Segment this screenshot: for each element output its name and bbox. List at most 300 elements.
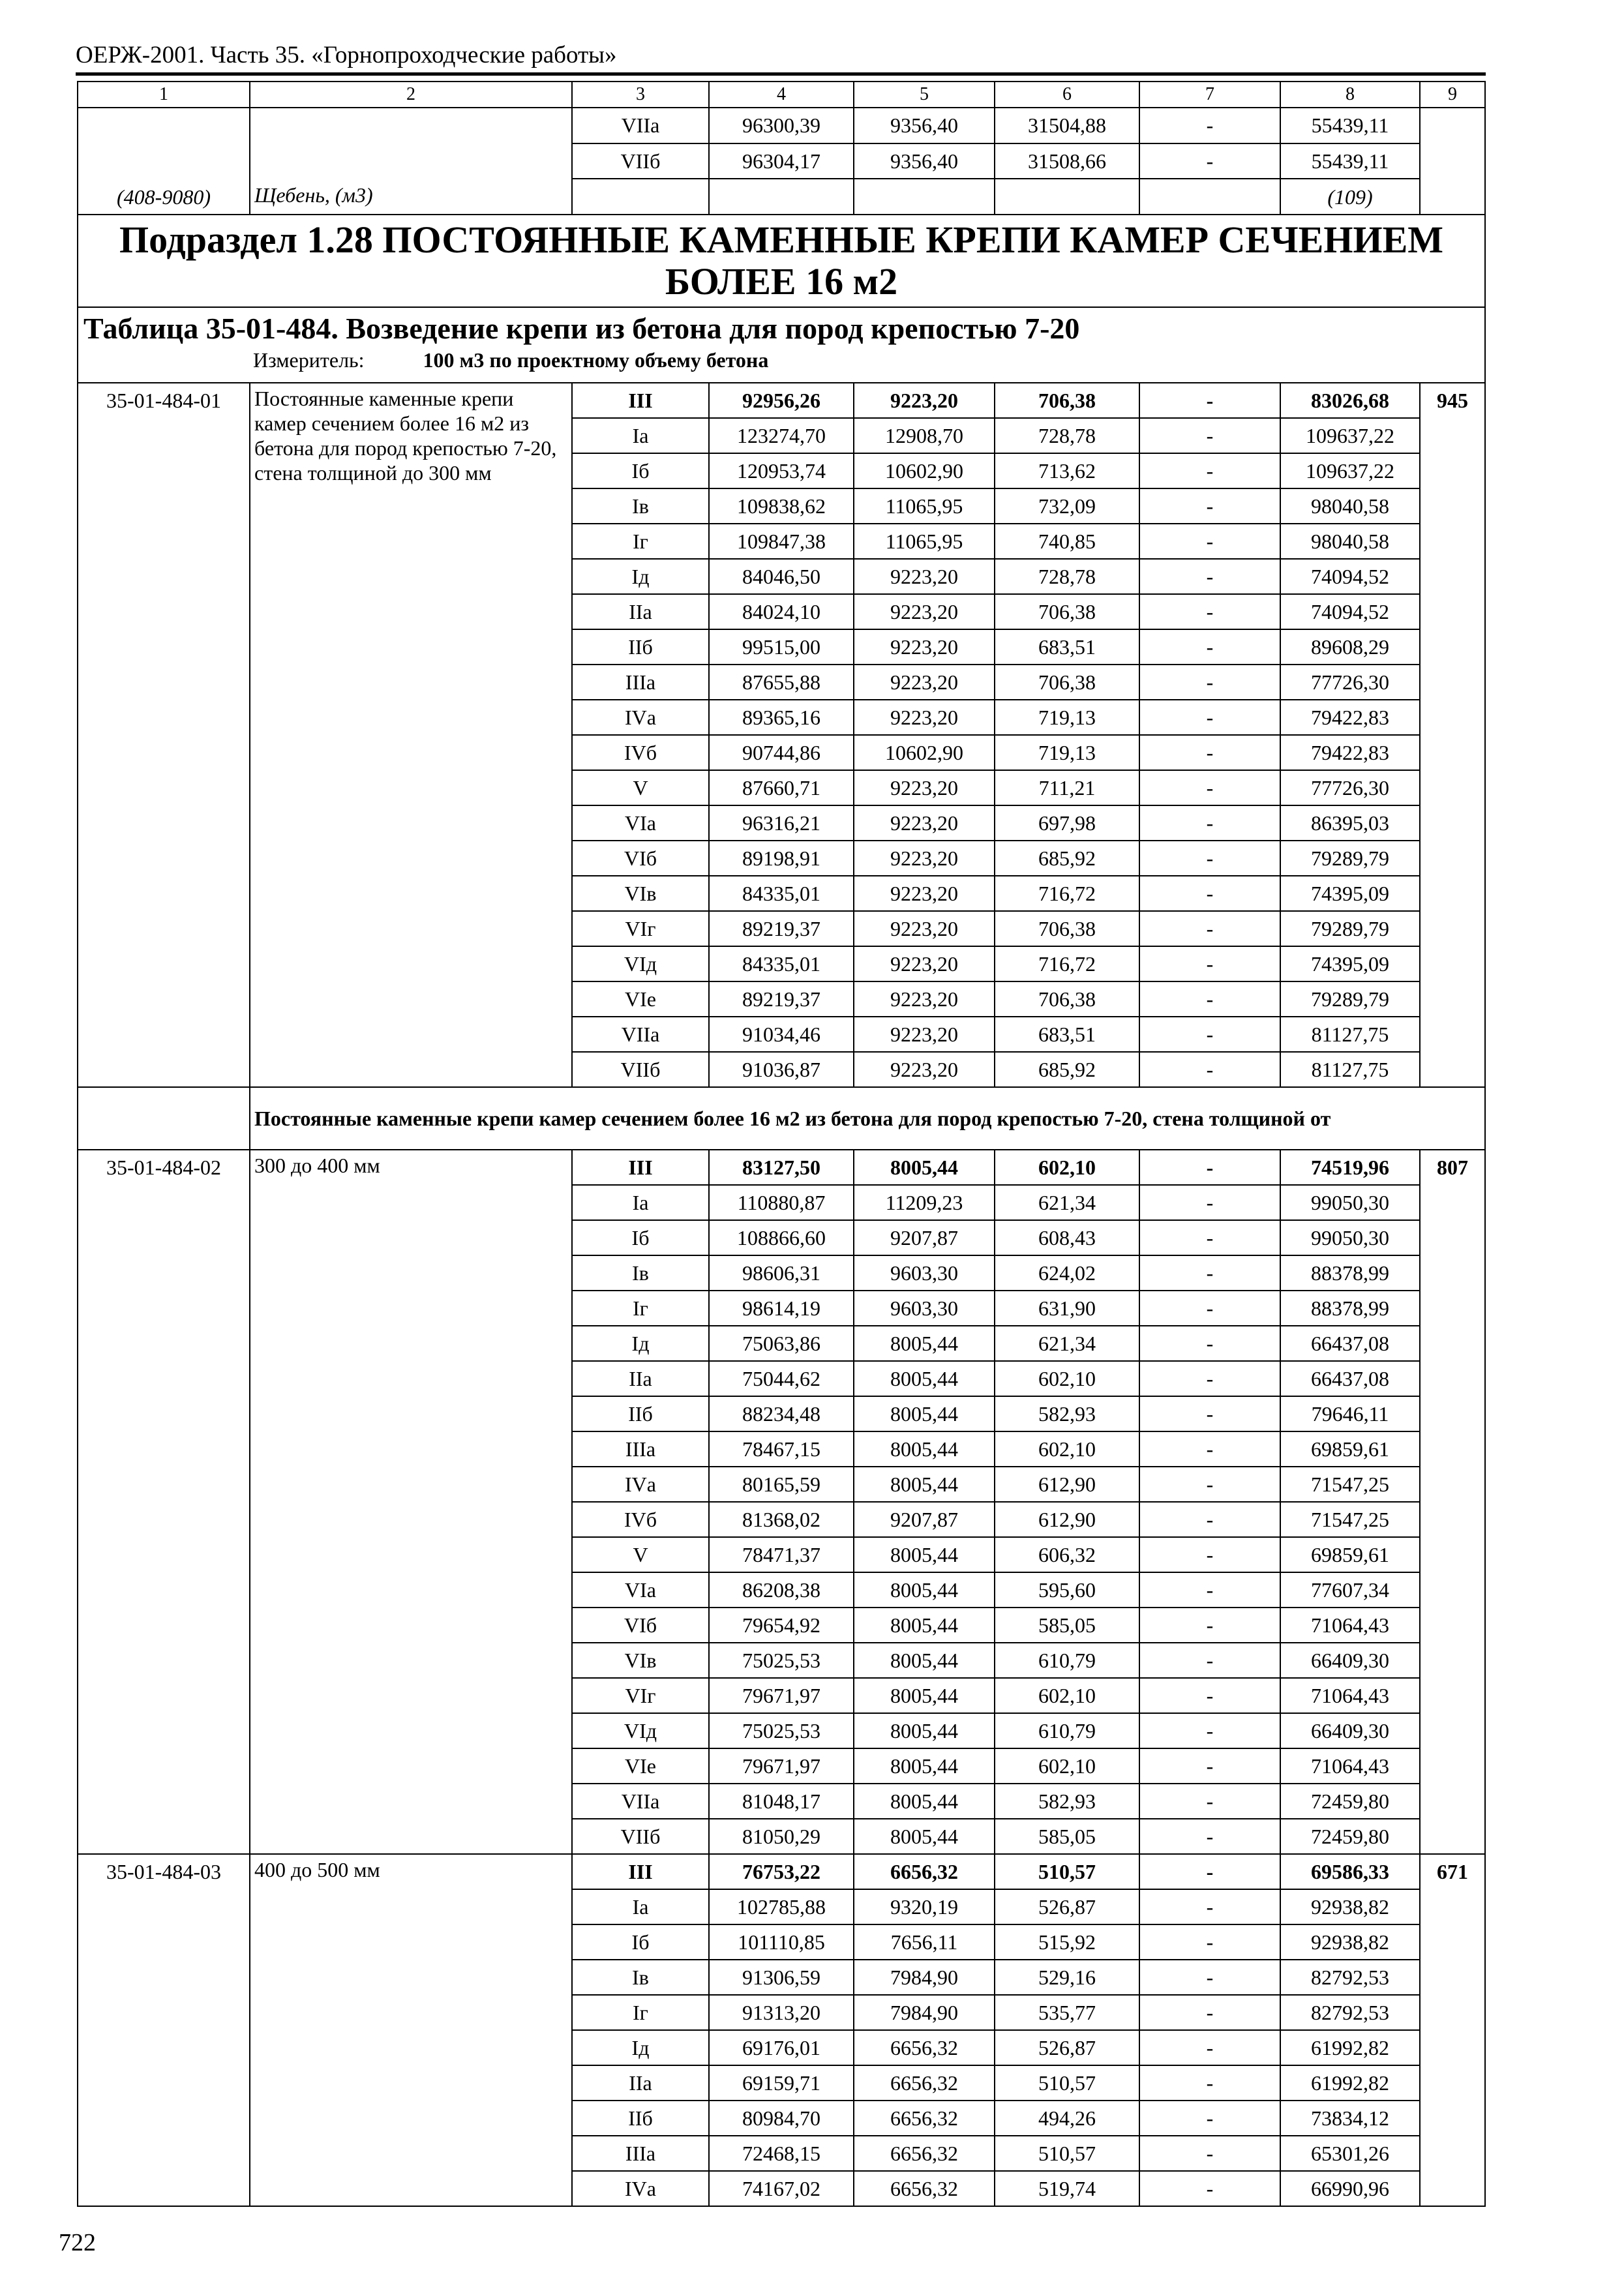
machines-cell: 697,98 xyxy=(995,805,1139,841)
driver-wages-cell: - xyxy=(1139,1678,1280,1713)
machines-cell: 621,34 xyxy=(995,1185,1139,1220)
materials-cell: 77607,34 xyxy=(1280,1572,1420,1608)
zone-cell: IIа xyxy=(572,594,709,629)
machines-cell: 719,13 xyxy=(995,735,1139,770)
total-cost-cell: 89198,91 xyxy=(709,841,854,876)
machines-cell: 740,85 xyxy=(995,524,1139,559)
driver-wages-cell: - xyxy=(1139,524,1280,559)
driver-wages-cell: - xyxy=(1139,665,1280,700)
column-number-row xyxy=(78,82,1485,108)
total-cost-cell: 81048,17 xyxy=(709,1784,854,1819)
total-cost-cell: 80984,70 xyxy=(709,2101,854,2136)
materials-cell: 72459,80 xyxy=(1280,1784,1420,1819)
machines-cell: 685,92 xyxy=(995,1052,1139,1087)
column-number-cell: 6 xyxy=(995,82,1139,108)
total-cost-cell: 98614,19 xyxy=(709,1291,854,1326)
materials-cell: 79422,83 xyxy=(1280,700,1420,735)
empty-cell xyxy=(709,179,854,215)
machines-cell: 535,77 xyxy=(995,1995,1139,2030)
column-number-cell: 4 xyxy=(709,82,854,108)
zone-cell: VIб xyxy=(572,841,709,876)
table-row xyxy=(78,1150,1485,1185)
materials-cell: 79646,11 xyxy=(1280,1396,1420,1431)
zone-cell: Iб xyxy=(572,1220,709,1255)
total-cost-cell: 84335,01 xyxy=(709,876,854,911)
materials-cell: 88378,99 xyxy=(1280,1255,1420,1291)
total-cost-cell: 75025,53 xyxy=(709,1713,854,1748)
zone-cell: Iг xyxy=(572,1995,709,2030)
total-cost-cell: 88234,48 xyxy=(709,1396,854,1431)
wages-cell: 8005,44 xyxy=(854,1431,995,1467)
empty-cell xyxy=(854,179,995,215)
total-cost-cell: 69176,01 xyxy=(709,2030,854,2065)
total-cost-cell: 96300,39 xyxy=(709,108,854,143)
zone-cell: VIв xyxy=(572,1643,709,1678)
total-cost-cell: 74167,02 xyxy=(709,2171,854,2206)
wages-cell: 6656,32 xyxy=(854,2171,995,2206)
zone-cell: IVа xyxy=(572,1467,709,1502)
zone-cell: Iа xyxy=(572,1185,709,1220)
wages-cell: 10602,90 xyxy=(854,453,995,488)
machines-cell: 595,60 xyxy=(995,1572,1139,1608)
wages-cell: 8005,44 xyxy=(854,1678,995,1713)
zone-cell: VIг xyxy=(572,911,709,946)
machines-cell: 526,87 xyxy=(995,2030,1139,2065)
total-cost-cell: 91036,87 xyxy=(709,1052,854,1087)
driver-wages-cell: - xyxy=(1139,1713,1280,1748)
zone-cell: Iг xyxy=(572,524,709,559)
driver-wages-cell: - xyxy=(1139,1361,1280,1396)
zone-cell: VIе xyxy=(572,981,709,1017)
wages-cell: 9223,20 xyxy=(854,700,995,735)
zone-cell: IVа xyxy=(572,700,709,735)
zone-cell: VIа xyxy=(572,1572,709,1608)
driver-wages-cell: - xyxy=(1139,1255,1280,1291)
wages-cell: 8005,44 xyxy=(854,1608,995,1643)
material-qty-cell: (109) xyxy=(1280,179,1420,215)
materials-cell: 81127,75 xyxy=(1280,1052,1420,1087)
materials-cell: 71547,25 xyxy=(1280,1467,1420,1502)
zone-cell: Iб xyxy=(572,453,709,488)
total-cost-cell: 91313,20 xyxy=(709,1995,854,2030)
zone-cell: VIв xyxy=(572,876,709,911)
machines-cell: 31504,88 xyxy=(995,108,1139,143)
driver-wages-cell: - xyxy=(1139,981,1280,1017)
machines-cell: 608,43 xyxy=(995,1220,1139,1255)
wages-cell: 8005,44 xyxy=(854,1784,995,1819)
table-row xyxy=(78,383,1485,418)
driver-wages-cell: - xyxy=(1139,1467,1280,1502)
total-cost-cell: 89219,37 xyxy=(709,911,854,946)
wages-cell: 10602,90 xyxy=(854,735,995,770)
wages-cell: 6656,32 xyxy=(854,1854,995,1889)
total-cost-cell: 84046,50 xyxy=(709,559,854,594)
driver-wages-cell: - xyxy=(1139,1643,1280,1678)
driver-wages-cell: - xyxy=(1139,594,1280,629)
materials-cell: 109637,22 xyxy=(1280,418,1420,453)
column-number-cell: 3 xyxy=(572,82,709,108)
driver-wages-cell: - xyxy=(1139,1502,1280,1537)
total-cost-cell: 76753,22 xyxy=(709,1854,854,1889)
subsection-title: Подраздел 1.28 ПОСТОЯННЫЕ КАМЕННЫЕ КРЕПИ КАМЕР СЕЧЕНИЕМ БОЛЕЕ 16 м2 xyxy=(78,215,1485,307)
total-cost-cell: 69159,71 xyxy=(709,2065,854,2101)
item-description: 300 до 400 мм xyxy=(250,1150,572,1854)
total-cost-cell: 75044,62 xyxy=(709,1361,854,1396)
rates-table xyxy=(77,81,1486,2207)
wages-cell: 8005,44 xyxy=(854,1643,995,1678)
zone-cell: Iв xyxy=(572,1255,709,1291)
driver-wages-cell: - xyxy=(1139,108,1280,143)
materials-cell: 109637,22 xyxy=(1280,453,1420,488)
total-cost-cell: 81368,02 xyxy=(709,1502,854,1537)
machines-cell: 529,16 xyxy=(995,1960,1139,1995)
driver-wages-cell: - xyxy=(1139,946,1280,981)
driver-wages-cell: - xyxy=(1139,1291,1280,1326)
wages-cell: 9223,20 xyxy=(854,770,995,805)
machines-cell: 510,57 xyxy=(995,2065,1139,2101)
material-name-cell xyxy=(250,108,572,215)
header-rule xyxy=(76,72,1486,76)
zone-cell: IIIа xyxy=(572,2136,709,2171)
wages-cell: 6656,32 xyxy=(854,2136,995,2171)
materials-cell: 74094,52 xyxy=(1280,594,1420,629)
total-cost-cell: 99515,00 xyxy=(709,629,854,665)
driver-wages-cell: - xyxy=(1139,2065,1280,2101)
zone-cell: IIб xyxy=(572,2101,709,2136)
rates-table-body xyxy=(78,82,1485,2206)
materials-cell: 66409,30 xyxy=(1280,1713,1420,1748)
wages-cell: 9223,20 xyxy=(854,383,995,418)
table-title: Таблица 35-01-484. Возведение крепи из бетона для пород крепостью 7-20 xyxy=(83,312,1080,345)
zone-cell: IIа xyxy=(572,2065,709,2101)
total-cost-cell: 75025,53 xyxy=(709,1643,854,1678)
materials-cell: 72459,80 xyxy=(1280,1819,1420,1854)
wages-cell: 11065,95 xyxy=(854,524,995,559)
zone-cell: IIб xyxy=(572,1396,709,1431)
page-number: 722 xyxy=(59,2229,96,2256)
zone-cell: VIIа xyxy=(572,1017,709,1052)
total-cost-cell: 108866,60 xyxy=(709,1220,854,1255)
total-cost-cell: 96316,21 xyxy=(709,805,854,841)
driver-wages-cell: - xyxy=(1139,2136,1280,2171)
materials-cell: 77726,30 xyxy=(1280,665,1420,700)
zone-cell: III xyxy=(572,1854,709,1889)
driver-wages-cell: - xyxy=(1139,1326,1280,1361)
zone-cell: Iв xyxy=(572,1960,709,1995)
zone-cell: VIIа xyxy=(572,1784,709,1819)
materials-cell: 69859,61 xyxy=(1280,1431,1420,1467)
material-name: Щебень, (м3) xyxy=(254,183,373,207)
wages-cell: 8005,44 xyxy=(854,1748,995,1784)
machines-cell: 610,79 xyxy=(995,1713,1139,1748)
zone-cell: V xyxy=(572,1537,709,1572)
driver-wages-cell: - xyxy=(1139,1748,1280,1784)
wages-cell: 8005,44 xyxy=(854,1361,995,1396)
machines-cell: 683,51 xyxy=(995,629,1139,665)
table-title-cell xyxy=(78,307,1485,383)
machines-cell: 706,38 xyxy=(995,981,1139,1017)
machines-cell: 31508,66 xyxy=(995,143,1139,179)
zone-cell: Iд xyxy=(572,2030,709,2065)
machines-cell: 719,13 xyxy=(995,700,1139,735)
zone-cell: Iв xyxy=(572,488,709,524)
materials-cell: 66990,96 xyxy=(1280,2171,1420,2206)
item-description: Постоянные каменные крепи камер сечением более 16 м2 из бетона для пород крепостью 7-20, стена толщиной до 300 мм xyxy=(250,383,572,1087)
materials-cell: 89608,29 xyxy=(1280,629,1420,665)
empty-cell xyxy=(995,179,1139,215)
materials-cell: 66437,08 xyxy=(1280,1361,1420,1396)
materials-cell: 79422,83 xyxy=(1280,735,1420,770)
materials-cell: 74395,09 xyxy=(1280,946,1420,981)
driver-wages-cell: - xyxy=(1139,1572,1280,1608)
machines-cell: 519,74 xyxy=(995,2171,1139,2206)
zone-cell: Iб xyxy=(572,1924,709,1960)
total-cost-cell: 102785,88 xyxy=(709,1889,854,1924)
machines-cell: 716,72 xyxy=(995,876,1139,911)
driver-wages-cell: - xyxy=(1139,1889,1280,1924)
zone-cell: VIIа xyxy=(572,108,709,143)
zone-cell: VIд xyxy=(572,946,709,981)
machines-cell: 602,10 xyxy=(995,1361,1139,1396)
materials-cell: 61992,82 xyxy=(1280,2065,1420,2101)
materials-cell: 55439,11 xyxy=(1280,143,1420,179)
zone-cell: IIIа xyxy=(572,1431,709,1467)
total-cost-cell: 89365,16 xyxy=(709,700,854,735)
wages-cell: 8005,44 xyxy=(854,1326,995,1361)
driver-wages-cell: - xyxy=(1139,418,1280,453)
wages-cell: 8005,44 xyxy=(854,1537,995,1572)
materials-cell: 88378,99 xyxy=(1280,1291,1420,1326)
wages-cell: 11209,23 xyxy=(854,1185,995,1220)
driver-wages-cell: - xyxy=(1139,629,1280,665)
column-number-cell: 2 xyxy=(250,82,572,108)
machines-cell: 582,93 xyxy=(995,1396,1139,1431)
resource-count: 671 xyxy=(1420,1854,1485,2206)
total-cost-cell: 78467,15 xyxy=(709,1431,854,1467)
wages-cell: 9223,20 xyxy=(854,1017,995,1052)
wages-cell: 9223,20 xyxy=(854,1052,995,1087)
driver-wages-cell: - xyxy=(1139,1854,1280,1889)
wages-cell: 7984,90 xyxy=(854,1960,995,1995)
wages-cell: 9223,20 xyxy=(854,946,995,981)
item-code: 35-01-484-01 xyxy=(78,383,250,1087)
wages-cell: 8005,44 xyxy=(854,1819,995,1854)
driver-wages-cell: - xyxy=(1139,700,1280,735)
driver-wages-cell: - xyxy=(1139,488,1280,524)
wages-cell: 9356,40 xyxy=(854,143,995,179)
wages-cell: 9223,20 xyxy=(854,629,995,665)
wages-cell: 9223,20 xyxy=(854,805,995,841)
driver-wages-cell: - xyxy=(1139,559,1280,594)
wages-cell: 7656,11 xyxy=(854,1924,995,1960)
materials-cell: 66409,30 xyxy=(1280,1643,1420,1678)
driver-wages-cell: - xyxy=(1139,735,1280,770)
wages-cell: 8005,44 xyxy=(854,1467,995,1502)
wages-cell: 9223,20 xyxy=(854,665,995,700)
item-code: 35-01-484-03 xyxy=(78,1854,250,2206)
materials-cell: 99050,30 xyxy=(1280,1185,1420,1220)
materials-cell: 79289,79 xyxy=(1280,981,1420,1017)
materials-cell: 66437,08 xyxy=(1280,1326,1420,1361)
total-cost-cell: 90744,86 xyxy=(709,735,854,770)
wages-cell: 7984,90 xyxy=(854,1995,995,2030)
machines-cell: 602,10 xyxy=(995,1150,1139,1185)
column-number-cell: 8 xyxy=(1280,82,1420,108)
materials-cell: 99050,30 xyxy=(1280,1220,1420,1255)
item-description: 400 до 500 мм xyxy=(250,1854,572,2206)
machines-cell: 612,90 xyxy=(995,1467,1139,1502)
machines-cell: 494,26 xyxy=(995,2101,1139,2136)
total-cost-cell: 101110,85 xyxy=(709,1924,854,1960)
total-cost-cell: 109838,62 xyxy=(709,488,854,524)
wages-cell: 9207,87 xyxy=(854,1220,995,1255)
wages-cell: 8005,44 xyxy=(854,1150,995,1185)
resource-cell xyxy=(1420,108,1485,215)
machines-cell: 585,05 xyxy=(995,1608,1139,1643)
zone-cell: VIг xyxy=(572,1678,709,1713)
driver-wages-cell: - xyxy=(1139,1185,1280,1220)
total-cost-cell: 110880,87 xyxy=(709,1185,854,1220)
driver-wages-cell: - xyxy=(1139,770,1280,805)
total-cost-cell: 123274,70 xyxy=(709,418,854,453)
driver-wages-cell: - xyxy=(1139,876,1280,911)
driver-wages-cell: - xyxy=(1139,1784,1280,1819)
empty-cell xyxy=(1139,179,1280,215)
measure-line xyxy=(83,347,1479,373)
machines-cell: 526,87 xyxy=(995,1889,1139,1924)
materials-cell: 92938,82 xyxy=(1280,1889,1420,1924)
wages-cell: 9223,20 xyxy=(854,559,995,594)
driver-wages-cell: - xyxy=(1139,841,1280,876)
table-row xyxy=(78,1854,1485,1889)
machines-cell: 716,72 xyxy=(995,946,1139,981)
zone-cell: IIб xyxy=(572,629,709,665)
driver-wages-cell: - xyxy=(1139,1960,1280,1995)
zone-cell: Iг xyxy=(572,1291,709,1326)
total-cost-cell: 91034,46 xyxy=(709,1017,854,1052)
driver-wages-cell: - xyxy=(1139,1052,1280,1087)
total-cost-cell: 92956,26 xyxy=(709,383,854,418)
table-row xyxy=(78,108,1485,143)
total-cost-cell: 89219,37 xyxy=(709,981,854,1017)
materials-cell: 65301,26 xyxy=(1280,2136,1420,2171)
wages-cell: 8005,44 xyxy=(854,1396,995,1431)
materials-cell: 83026,68 xyxy=(1280,383,1420,418)
machines-cell: 706,38 xyxy=(995,911,1139,946)
wages-cell: 9356,40 xyxy=(854,108,995,143)
total-cost-cell: 84335,01 xyxy=(709,946,854,981)
materials-cell: 71064,43 xyxy=(1280,1678,1420,1713)
driver-wages-cell: - xyxy=(1139,383,1280,418)
machines-cell: 610,79 xyxy=(995,1643,1139,1678)
total-cost-cell: 81050,29 xyxy=(709,1819,854,1854)
total-cost-cell: 79671,97 xyxy=(709,1748,854,1784)
machines-cell: 515,92 xyxy=(995,1924,1139,1960)
zone-cell: VIб xyxy=(572,1608,709,1643)
empty-cell xyxy=(78,1087,250,1150)
column-number-cell: 1 xyxy=(78,82,250,108)
machines-cell: 706,38 xyxy=(995,665,1139,700)
total-cost-cell: 86208,38 xyxy=(709,1572,854,1608)
materials-cell: 82792,53 xyxy=(1280,1960,1420,1995)
driver-wages-cell: - xyxy=(1139,1396,1280,1431)
total-cost-cell: 120953,74 xyxy=(709,453,854,488)
machines-cell: 602,10 xyxy=(995,1431,1139,1467)
machines-cell: 606,32 xyxy=(995,1537,1139,1572)
zone-cell: VIа xyxy=(572,805,709,841)
wages-cell: 6656,32 xyxy=(854,2101,995,2136)
total-cost-cell: 79654,92 xyxy=(709,1608,854,1643)
driver-wages-cell: - xyxy=(1139,1150,1280,1185)
measure-value: 100 м3 по проектному объему бетона xyxy=(423,348,769,372)
machines-cell: 728,78 xyxy=(995,559,1139,594)
machines-cell: 711,21 xyxy=(995,770,1139,805)
wages-cell: 9223,20 xyxy=(854,911,995,946)
driver-wages-cell: - xyxy=(1139,911,1280,946)
zone-cell: VIе xyxy=(572,1748,709,1784)
table-title-row xyxy=(78,307,1485,383)
subsection-row xyxy=(78,215,1485,307)
materials-cell: 73834,12 xyxy=(1280,2101,1420,2136)
column-number-cell: 9 xyxy=(1420,82,1485,108)
materials-cell: 98040,58 xyxy=(1280,488,1420,524)
wages-cell: 8005,44 xyxy=(854,1572,995,1608)
machines-cell: 706,38 xyxy=(995,383,1139,418)
machines-cell: 602,10 xyxy=(995,1678,1139,1713)
zone-cell: IVа xyxy=(572,2171,709,2206)
materials-cell: 71064,43 xyxy=(1280,1608,1420,1643)
zone-cell: Iа xyxy=(572,1889,709,1924)
materials-cell: 69859,61 xyxy=(1280,1537,1420,1572)
machines-cell: 685,92 xyxy=(995,841,1139,876)
wages-cell: 6656,32 xyxy=(854,2065,995,2101)
machines-cell: 728,78 xyxy=(995,418,1139,453)
materials-cell: 71064,43 xyxy=(1280,1748,1420,1784)
wages-cell: 9223,20 xyxy=(854,876,995,911)
wages-cell: 9223,20 xyxy=(854,841,995,876)
total-cost-cell: 83127,50 xyxy=(709,1150,854,1185)
machines-cell: 582,93 xyxy=(995,1784,1139,1819)
driver-wages-cell: - xyxy=(1139,2171,1280,2206)
zone-cell: IVб xyxy=(572,735,709,770)
machines-cell: 732,09 xyxy=(995,488,1139,524)
materials-cell: 79289,79 xyxy=(1280,911,1420,946)
total-cost-cell: 84024,10 xyxy=(709,594,854,629)
driver-wages-cell: - xyxy=(1139,1431,1280,1467)
total-cost-cell: 80165,59 xyxy=(709,1467,854,1502)
materials-cell: 98040,58 xyxy=(1280,524,1420,559)
total-cost-cell: 78471,37 xyxy=(709,1537,854,1572)
zone-cell: Iа xyxy=(572,418,709,453)
driver-wages-cell: - xyxy=(1139,805,1280,841)
machines-cell: 683,51 xyxy=(995,1017,1139,1052)
total-cost-cell: 87660,71 xyxy=(709,770,854,805)
driver-wages-cell: - xyxy=(1139,1819,1280,1854)
machines-cell: 585,05 xyxy=(995,1819,1139,1854)
wages-cell: 9223,20 xyxy=(854,594,995,629)
resource-count: 807 xyxy=(1420,1150,1485,1854)
zone-cell: VIIб xyxy=(572,1819,709,1854)
wages-cell: 6656,32 xyxy=(854,2030,995,2065)
zone-cell: VIIб xyxy=(572,1052,709,1087)
wages-cell: 9603,30 xyxy=(854,1255,995,1291)
driver-wages-cell: - xyxy=(1139,143,1280,179)
zone-cell: III xyxy=(572,1150,709,1185)
resource-count: 945 xyxy=(1420,383,1485,1087)
materials-cell: 92938,82 xyxy=(1280,1924,1420,1960)
driver-wages-cell: - xyxy=(1139,1608,1280,1643)
machines-cell: 510,57 xyxy=(995,2136,1139,2171)
